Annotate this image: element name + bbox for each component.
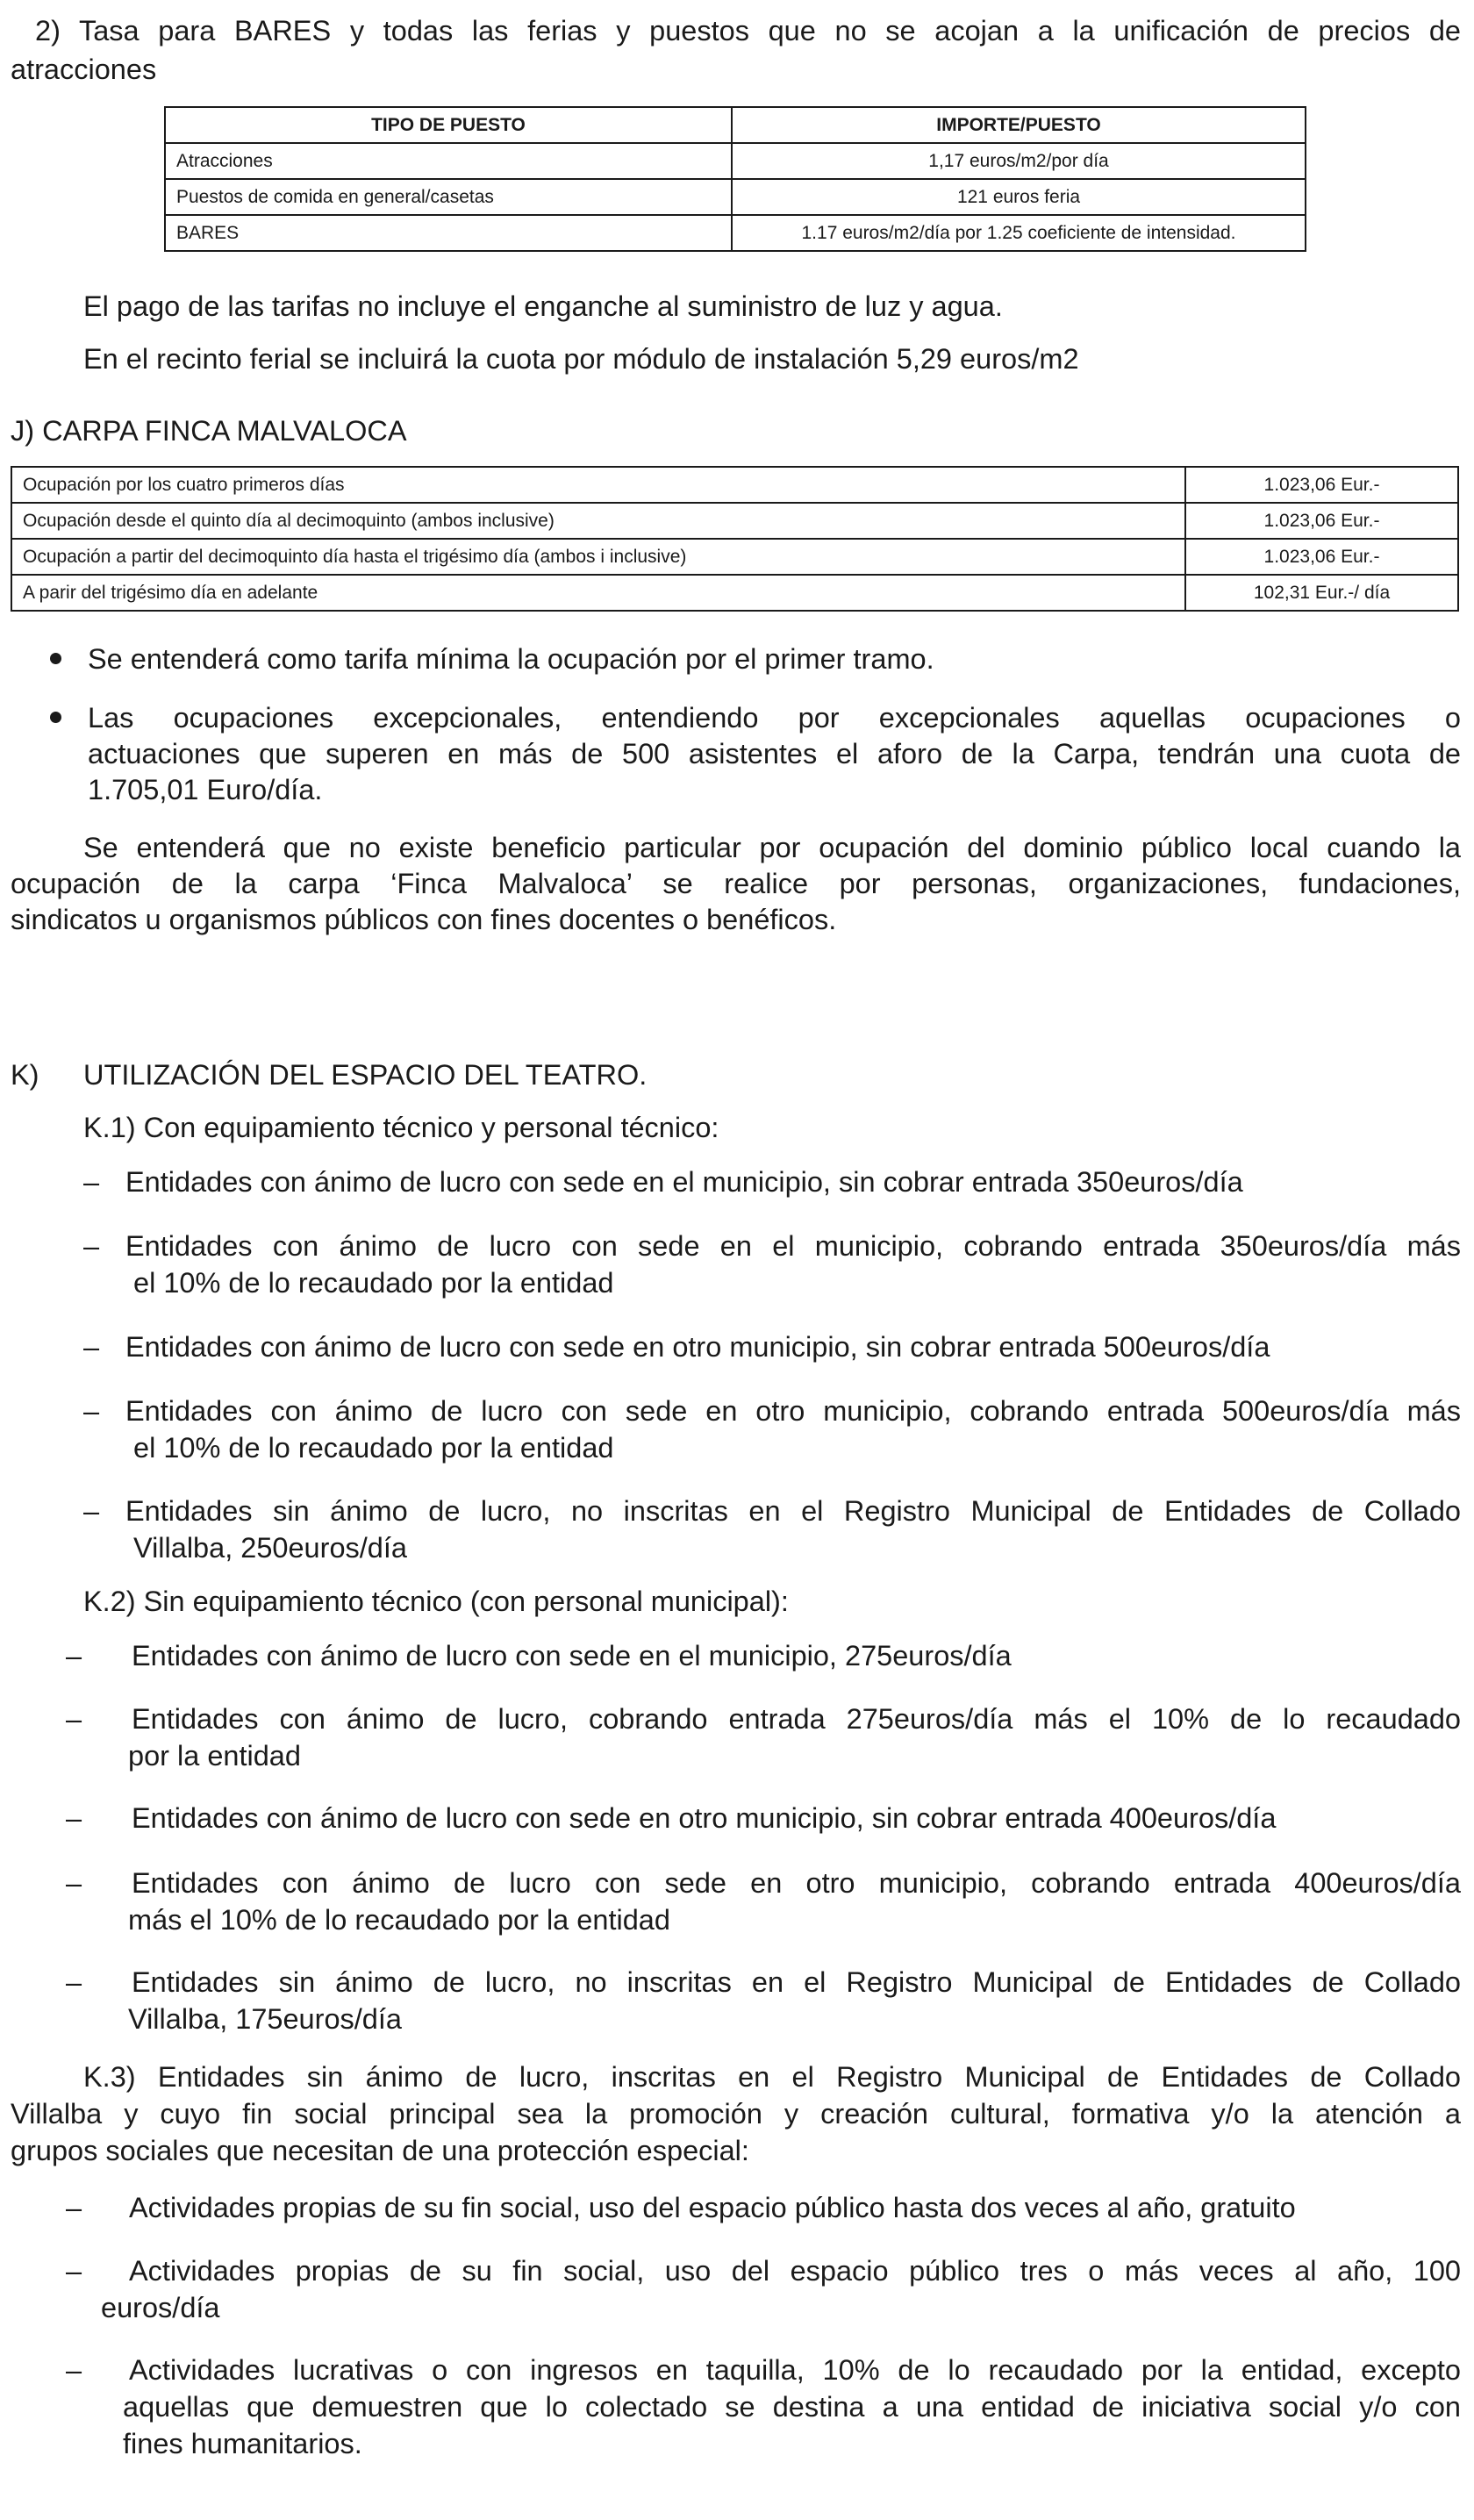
table-cell: Ocupación por los cuatro primeros días <box>11 467 1185 503</box>
k3-heading-line3: grupos sociales que necesitan de una protección especial: <box>11 2135 749 2166</box>
dash-icon: – <box>66 1966 82 1998</box>
k3-item-2-line1: Actividades propias de su fin social, uso del espacio público tres o más veces al año, 100 <box>129 2255 1461 2287</box>
table-row <box>165 143 1306 179</box>
bullet-excepcionales-line1: Las ocupaciones excepcionales, entendiendo por excepcionales aquellas ocupaciones o <box>88 702 1461 734</box>
dash-icon: – <box>66 1640 82 1672</box>
k2-item-5-line2: Villalba, 175euros/día <box>128 2003 402 2035</box>
table-row <box>11 539 1458 575</box>
table-row <box>165 215 1306 251</box>
table-cell: Puestos de comida en general/casetas <box>165 179 732 215</box>
dash-icon: – <box>83 1331 100 1363</box>
k2-heading: K.2) Sin equipamiento técnico (con personal municipal): <box>83 1586 789 1617</box>
k2-item-4-line2: más el 10% de lo recaudado por la entidad <box>128 1904 670 1936</box>
k3-heading-line1: K.3) Entidades sin ánimo de lucro, inscritas en el Registro Municipal de Entidades de Collado <box>83 2061 1461 2093</box>
k2-item-2-line1: Entidades con ánimo de lucro, cobrando entrada 275euros/día más el 10% de lo recaudado <box>132 1703 1461 1735</box>
k1-item-4-line2: el 10% de lo recaudado por la entidad <box>133 1432 614 1464</box>
table-cell: 1,17 euros/m2/por día <box>732 143 1306 179</box>
k1-item-4-line1: Entidades con ánimo de lucro con sede en otro municipio, cobrando entrada 500euros/día más <box>125 1395 1461 1427</box>
k3-item-3-line1: Actividades lucrativas o con ingresos en taquilla, 10% de lo recaudado por la entidad, excepto <box>129 2354 1461 2386</box>
table-cell: Atracciones <box>165 143 732 179</box>
table-cell: 1.023,06 Eur.- <box>1185 467 1458 503</box>
dash-icon: – <box>66 1703 82 1735</box>
section-j-title: J) CARPA FINCA MALVALOCA <box>11 415 407 447</box>
k1-item-2-line1: Entidades con ánimo de lucro con sede en el municipio, cobrando entrada 350euros/día más <box>125 1230 1461 1262</box>
section-k-label: K) <box>11 1059 39 1091</box>
k2-item-4-line1: Entidades con ánimo de lucro con sede en otro municipio, cobrando entrada 400euros/día <box>132 1867 1461 1899</box>
para-beneficio-line1: Se entenderá que no existe beneficio particular por ocupación del dominio público local cuando la <box>83 832 1461 863</box>
dash-icon: – <box>83 1230 100 1262</box>
table-header-cell: IMPORTE/PUESTO <box>732 107 1306 143</box>
note-enganche: El pago de las tarifas no incluye el enganche al suministro de luz y agua. <box>83 290 1003 322</box>
table-cell: 1.023,06 Eur.- <box>1185 539 1458 575</box>
para-beneficio-line2: ocupación de la carpa ‘Finca Malvaloca’ se realice por personas, organizaciones, fundaciones, <box>11 868 1461 899</box>
section-intro-line2: atracciones <box>11 54 157 85</box>
table-row <box>11 575 1458 611</box>
note-cuota-modulo: En el recinto ferial se incluirá la cuota por módulo de instalación 5,29 euros/m2 <box>83 343 1079 375</box>
bullet-icon <box>50 712 61 723</box>
table-cell: 1.17 euros/m2/día por 1.25 coeficiente de intensidad. <box>732 215 1306 251</box>
k2-item-1: Entidades con ánimo de lucro con sede en el municipio, 275euros/día <box>132 1640 1012 1672</box>
tarifas-puestos-table <box>164 106 1306 252</box>
table-cell: 102,31 Eur.-/ día <box>1185 575 1458 611</box>
dash-icon: – <box>83 1166 100 1198</box>
carpa-malvaloca-table <box>11 466 1459 612</box>
k3-item-2-line2: euros/día <box>101 2292 220 2323</box>
k2-item-5-line1: Entidades sin ánimo de lucro, no inscritas en el Registro Municipal de Entidades de Collado <box>132 1966 1461 1998</box>
table-cell: 1.023,06 Eur.- <box>1185 503 1458 539</box>
k1-item-5-line2: Villalba, 250euros/día <box>133 1532 407 1564</box>
k1-item-1: Entidades con ánimo de lucro con sede en el municipio, sin cobrar entrada 350euros/día <box>125 1166 1243 1198</box>
dash-icon: – <box>66 2354 82 2386</box>
k1-item-2-line2: el 10% de lo recaudado por la entidad <box>133 1267 614 1299</box>
table-header-row <box>165 107 1306 143</box>
table-row <box>165 179 1306 215</box>
table-header-cell: TIPO DE PUESTO <box>165 107 732 143</box>
k3-item-1: Actividades propias de su fin social, uso del espacio público hasta dos veces al año, gratuito <box>129 2192 1296 2223</box>
para-beneficio-line3: sindicatos u organismos públicos con fines docentes o benéficos. <box>11 904 837 935</box>
table-row <box>11 467 1458 503</box>
dash-icon: – <box>83 1395 100 1427</box>
table-cell: A parir del trigésimo día en adelante <box>11 575 1185 611</box>
dash-icon: – <box>83 1495 100 1527</box>
dash-icon: – <box>66 2255 82 2287</box>
table-cell: Ocupación desde el quinto día al decimoquinto (ambos inclusive) <box>11 503 1185 539</box>
k3-item-3-line3: fines humanitarios. <box>123 2428 362 2459</box>
table-row <box>11 503 1458 539</box>
k3-item-3-line2: aquellas que demuestren que lo colectado se destina a una entidad de iniciativa social y/o con <box>123 2391 1461 2423</box>
dash-icon: – <box>66 2192 82 2223</box>
section-intro-line1: 2) Tasa para BARES y todas las ferias y puestos que no se acojan a la unificación de precios de <box>35 15 1461 47</box>
table-cell: 121 euros feria <box>732 179 1306 215</box>
dash-icon: – <box>66 1802 82 1834</box>
table-cell: BARES <box>165 215 732 251</box>
bullet-tarifa-minima: Se entenderá como tarifa mínima la ocupación por el primer tramo. <box>88 643 934 675</box>
dash-icon: – <box>66 1867 82 1899</box>
section-k-title: UTILIZACIÓN DEL ESPACIO DEL TEATRO. <box>83 1059 648 1091</box>
k3-heading-line2: Villalba y cuyo fin social principal sea la promoción y creación cultural, formativa y/o la atención a <box>11 2098 1461 2130</box>
bullet-icon <box>50 653 61 664</box>
k1-item-3: Entidades con ánimo de lucro con sede en otro municipio, sin cobrar entrada 500euros/día <box>125 1331 1270 1363</box>
k1-item-5-line1: Entidades sin ánimo de lucro, no inscritas en el Registro Municipal de Entidades de Collado <box>125 1495 1461 1527</box>
k2-item-2-line2: por la entidad <box>128 1740 301 1772</box>
bullet-excepcionales-line3: 1.705,01 Euro/día. <box>88 774 323 805</box>
k1-heading: K.1) Con equipamiento técnico y personal técnico: <box>83 1112 719 1143</box>
bullet-excepcionales-line2: actuaciones que superen en más de 500 asistentes el aforo de la Carpa, tendrán una cuota de <box>88 738 1461 770</box>
k2-item-3: Entidades con ánimo de lucro con sede en otro municipio, sin cobrar entrada 400euros/día <box>132 1802 1277 1834</box>
table-cell: Ocupación a partir del decimoquinto día hasta el trigésimo día (ambos i inclusive) <box>11 539 1185 575</box>
